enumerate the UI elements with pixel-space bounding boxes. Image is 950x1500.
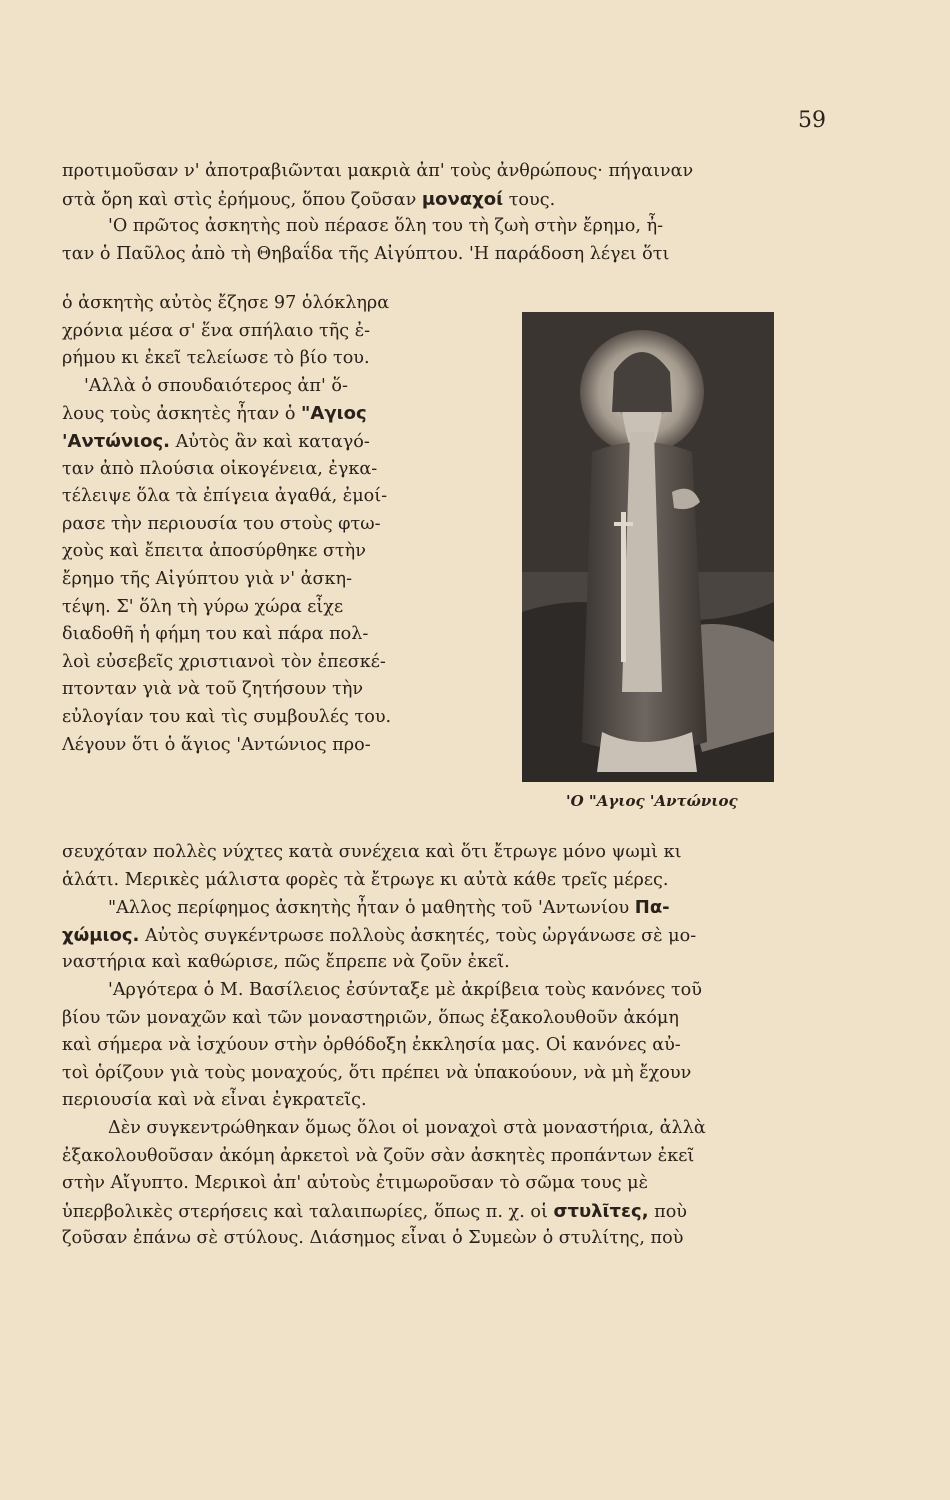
text-line: Λέγουν ὅτι ὁ ἅγιος 'Αντώνιος προ-	[62, 734, 371, 755]
text-line: ρασε τὴν περιουσία του στοὺς φτω-	[62, 513, 381, 534]
text-line: "Αλλος περίφημος ἀσκητὴς ἦταν ὁ μαθητὴς τοῦ 'Αντωνίου Πα-	[108, 897, 670, 919]
page-number: 59	[798, 108, 826, 133]
text-line: τέλειψε ὅλα τὰ ἐπίγεια ἀγαθά, ἐμοί-	[62, 486, 388, 507]
term-antonios: 'Αντώνιος.	[62, 430, 170, 452]
text-line: εὐλογίαν του καὶ τὶς συμβουλές του.	[62, 706, 392, 727]
text-line: πτονταν γιὰ νὰ τοῦ ζητήσουν τὴν	[62, 679, 364, 700]
text-line: χρόνια μέσα σ' ἕνα σπήλαιο τῆς ἐ-	[62, 320, 371, 341]
text-line: ναστήρια καὶ καθώρισε, πῶς ἔπρεπε νὰ ζοῦν ἐκεῖ.	[62, 952, 510, 973]
term-saint: "Αγιος	[301, 403, 367, 425]
text-line: Δὲν συγκεντρώθηκαν ὅμως ὅλοι οἱ μοναχοὶ στὰ μοναστήρια, ἀλλὰ	[108, 1117, 706, 1138]
text-line: λους τοὺς ἀσκητὲς ἦταν ὁ "Αγιος	[62, 403, 367, 425]
text-line: 'Αργότερα ὁ Μ. Βασίλειος ἐσύνταξε μὲ ἀκρίβεια τοὺς κανόνες τοῦ	[108, 979, 702, 1000]
text-line: ρήμου κι ἐκεῖ τελείωσε τὸ βίο του.	[62, 348, 370, 369]
saint-icon-image	[522, 312, 774, 782]
text-line: βίου τῶν μοναχῶν καὶ τῶν μοναστηριῶν, ὅπως ἐξακολουθοῦν ἀκόμη	[62, 1007, 679, 1028]
text-after	[62, 839, 847, 1253]
text-line: ζοῦσαν ἐπάνω σὲ στύλους. Διάσημος εἶναι ὁ Συμεὼν ὁ στυλίτης, ποὺ	[62, 1228, 684, 1249]
term-stylites: στυλῖτες,	[553, 1200, 649, 1222]
figure-caption: 'Ο "Αγιος 'Αντώνιος	[566, 792, 738, 810]
saint-illustration	[522, 312, 774, 782]
term-pachomius-2: χώμιος.	[62, 924, 140, 946]
text-line: ἁλάτι. Μερικὲς μάλιστα φορὲς τὰ ἔτρωγε κι αὐτὰ κάθε τρεῖς μέρες.	[62, 869, 669, 890]
text-line: 'Αλλὰ ὁ σπουδαιότερος ἀπ' ὅ-	[84, 375, 348, 396]
text-line: χοὺς καὶ ἔπειτα ἀποσύρθηκε στὴν	[62, 541, 366, 562]
text-line: λοὶ εὐσεβεῖς χριστιανοὶ τὸν ἐπεσκέ-	[62, 651, 386, 672]
text-line: ὁ ἀσκητὴς αὐτὸς ἔζησε 97 ὁλόκληρα	[62, 293, 390, 313]
text-line: ταν ὁ Παῦλος ἀπὸ τὴ Θηβαΐδα τῆς Αἰγύπτου. 'Η παράδοση λέγει ὅτι	[62, 243, 670, 264]
text-line: ταν ἀπὸ πλούσια οἰκογένεια, ἐγκα-	[62, 458, 378, 479]
text-line: προτιμοῦσαν ν' ἀποτραβιῶνται μακριὰ ἀπ' τοὺς ἀνθρώπους· πήγαιναν	[62, 161, 694, 181]
text-line: σευχόταν πολλὲς νύχτες κατὰ συνέχεια καὶ ὅτι ἔτρωγε μόνο ψωμὶ κι	[62, 842, 682, 862]
text-line: χώμιος. Αὐτὸς συγκέντρωσε πολλοὺς ἀσκητές, τοὺς ὠργάνωσε σὲ μο-	[62, 924, 697, 946]
text-line: τέψη. Σ' ὅλη τὴ γύρω χώρα εἶχε	[62, 596, 344, 617]
text-line: περιουσία καὶ νὰ εἶναι ἐγκρατεῖς.	[62, 1090, 367, 1111]
text-line: ἔρημο τῆς Αἰγύπτου γιὰ ν' ἀσκη-	[62, 568, 353, 589]
text-line: 'Αντώνιος. Αὐτὸς ἂν καὶ καταγό-	[62, 430, 370, 452]
text-line: ὑπερβολικὲς στερήσεις καὶ ταλαιπωρίες, ὅπως π. χ. οἱ στυλῖτες, ποὺ	[62, 1200, 688, 1222]
term-monks: μοναχοί	[421, 188, 504, 210]
text-line: διαδοθῆ ἡ φήμη του καὶ πάρα πολ-	[62, 624, 369, 645]
text-narrow	[62, 290, 502, 759]
text-line: ἐξακολουθοῦσαν ἀκόμη ἀρκετοὶ νὰ ζοῦν σὰν ἀσκητὲς προπάντων ἐκεῖ	[62, 1145, 695, 1166]
text-line: τοὶ ὁρίζουν γιὰ τοὺς μοναχούς, ὅτι πρέπει νὰ ὑπακούουν, νὰ μὴ ἔχουν	[62, 1062, 692, 1083]
term-pachomius: Πα-	[634, 897, 670, 919]
text-line: στὴν Αἴγυπτο. Μερικοὶ ἀπ' αὐτοὺς ἐτιμωροῦσαν τὸ σῶμα τους μὲ	[62, 1173, 649, 1194]
text-line: στὰ ὄρη καὶ στὶς ἐρήμους, ὅπου ζοῦσαν μοναχοί τους.	[62, 188, 556, 210]
text-line: καὶ σήμερα νὰ ἰσχύουν στὴν ὀρθόδοξη ἐκκλησία μας. Οἱ κανόνες αὐ-	[62, 1035, 681, 1056]
text-line: 'Ο πρῶτος ἀσκητὴς ποὺ πέρασε ὅλη του τὴ ζωὴ στὴν ἔρημο, ἦ-	[108, 216, 664, 237]
text-top	[62, 158, 847, 268]
